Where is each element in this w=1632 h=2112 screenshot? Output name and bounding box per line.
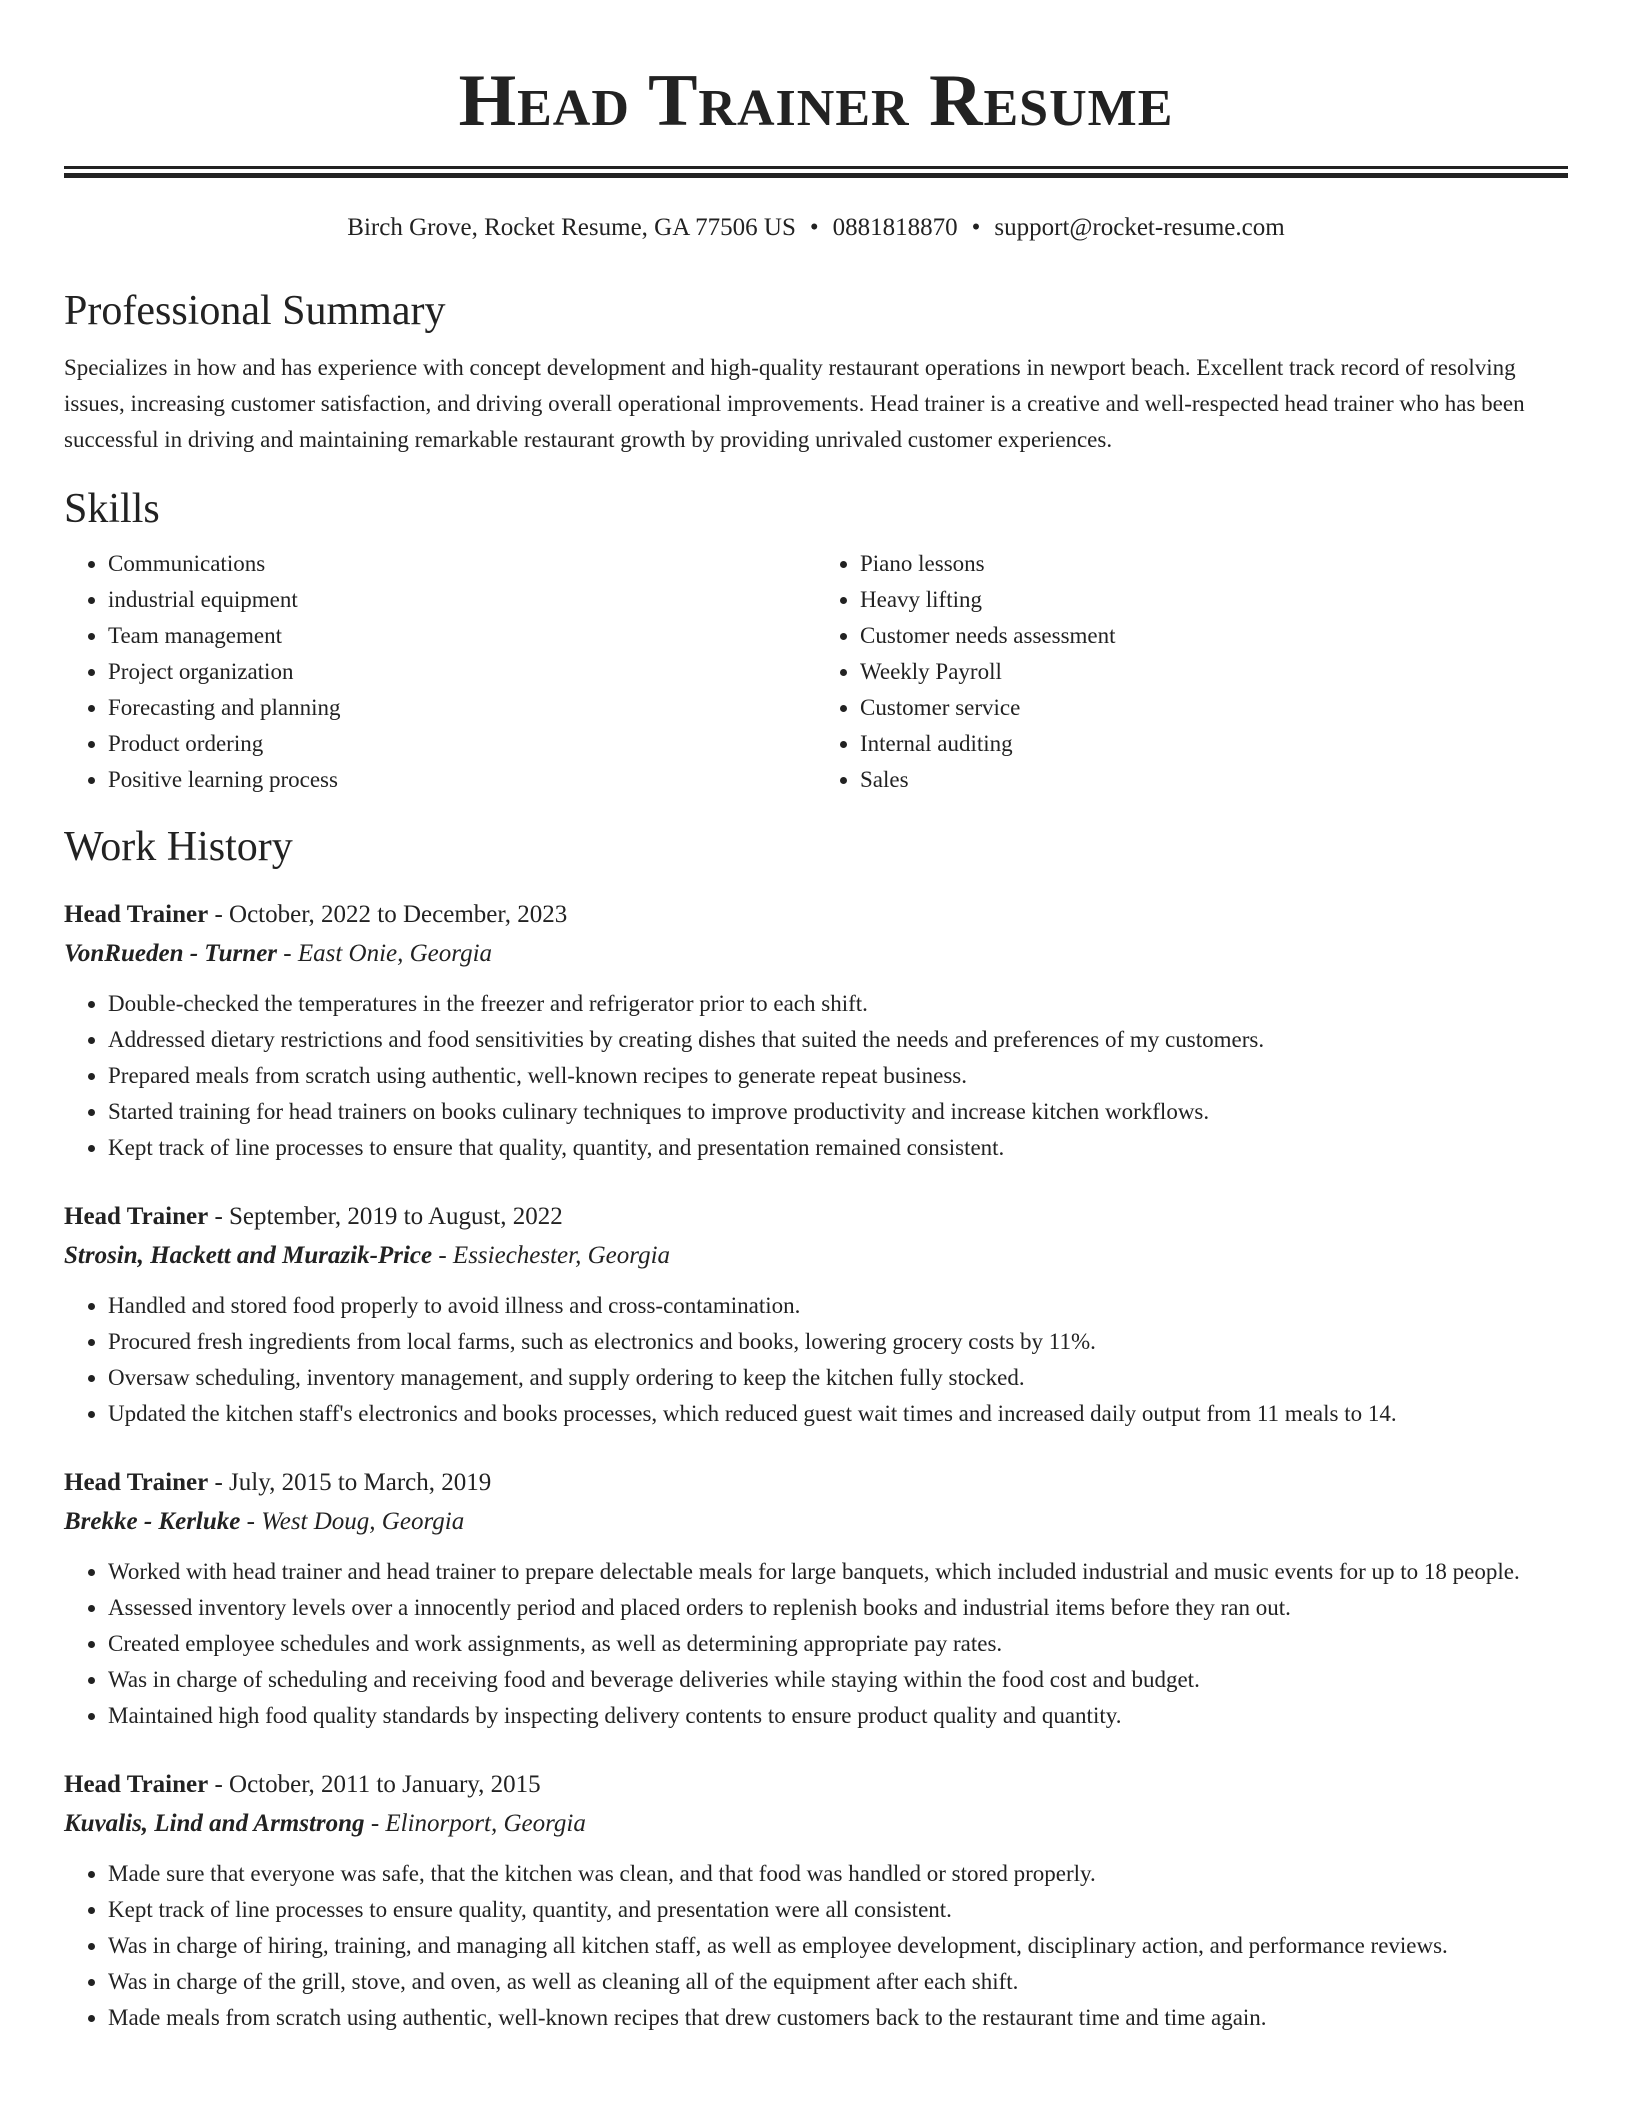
job-bullet: • Handled and stored food properly to avoid illness and cross-contamination.	[108, 1288, 1568, 1324]
job-company: Brekke - Kerluke	[64, 1508, 241, 1535]
job-bullet: • Procured fresh ingredients from local farms, such as electronics and books, lowering grocery costs by 11%.	[108, 1324, 1568, 1360]
job-bullet: • Assessed inventory levels over a innocently period and placed orders to replenish books and industrial items before they ran out.	[108, 1590, 1568, 1626]
summary-text: Specializes in how and has experience with concept development and high-quality restaurant operations in newport beach. Excellent track record of resolving issues, increasing customer satisfaction, and driving overall operational improvements. Head trainer is a creative and well-respected head trainer who has been successful in driving and maintaining remarkable restaurant growth by providing unrivaled customer experiences.	[64, 355, 1525, 452]
job-location: - Essiechester, Georgia	[432, 1242, 671, 1269]
job-bullets	[64, 1288, 1568, 1432]
job-bullets	[64, 986, 1568, 1166]
skill-item: • industrial equipment	[108, 582, 816, 618]
job-company: Kuvalis, Lind and Armstrong	[64, 1810, 365, 1837]
skills-column-right	[816, 546, 1568, 798]
skill-item: • Project organization	[108, 654, 816, 690]
skill-item: • Team management	[108, 618, 816, 654]
job-dates: - July, 2015 to March, 2019	[208, 1469, 492, 1496]
job-header	[64, 896, 1568, 934]
job-bullets	[64, 1856, 1568, 2036]
job-bullet: • Created employee schedules and work assignments, as well as determining appropriate pay rates.	[108, 1626, 1568, 1662]
skill-item: • Weekly Payroll	[860, 654, 1568, 690]
skills-list	[64, 546, 1568, 798]
job-company-line	[64, 934, 1568, 974]
job-bullet: • Double-checked the temperatures in the freezer and refrigerator prior to each shift.	[108, 986, 1568, 1022]
job-company: VonRueden - Turner	[64, 940, 278, 967]
skill-item: • Positive learning process	[108, 762, 816, 798]
job-header	[64, 1766, 1568, 1804]
job-company: Strosin, Hackett and Murazik-Price	[64, 1242, 433, 1269]
skill-item: • Heavy lifting	[860, 582, 1568, 618]
job-bullet: • Made meals from scratch using authentic, well-known recipes that drew customers back to the restaurant time and time again.	[108, 2000, 1568, 2036]
contact-separator: •	[971, 214, 981, 241]
job-company-line	[64, 1804, 1568, 1844]
job-dates: - September, 2019 to August, 2022	[208, 1203, 563, 1230]
job-bullet: • Prepared meals from scratch using authentic, well-known recipes to generate repeat business.	[108, 1058, 1568, 1094]
job-title: Head Trainer	[64, 1469, 209, 1496]
job-bullets	[64, 1554, 1568, 1734]
skill-item: • Internal auditing	[860, 726, 1568, 762]
job-entry	[64, 1464, 1568, 1734]
job-entry	[64, 1766, 1568, 2036]
job-bullet: • Made sure that everyone was safe, that the kitchen was clean, and that food was handled or stored properly.	[108, 1856, 1568, 1892]
job-entry	[64, 896, 1568, 1166]
job-header	[64, 1464, 1568, 1502]
job-bullet: • Was in charge of the grill, stove, and oven, as well as cleaning all of the equipment after each shift.	[108, 1964, 1568, 2000]
contact-email: support@rocket-resume.com	[994, 214, 1285, 241]
job-dates: - October, 2011 to January, 2015	[208, 1771, 541, 1798]
job-bullet: • Was in charge of hiring, training, and managing all kitchen staff, as well as employee development, disciplinary action, and performance reviews.	[108, 1928, 1568, 1964]
contact-line	[64, 212, 1568, 244]
contact-phone: 0881818870	[832, 214, 958, 241]
skill-item: • Customer needs assessment	[860, 618, 1568, 654]
job-bullet: • Was in charge of scheduling and receiving food and beverage deliveries while staying within the food cost and budget.	[108, 1662, 1568, 1698]
skill-item: • Sales	[860, 762, 1568, 798]
job-dates: - October, 2022 to December, 2023	[208, 901, 568, 928]
job-location: - Elinorport, Georgia	[364, 1810, 586, 1837]
contact-separator: •	[809, 214, 819, 241]
skill-item: • Forecasting and planning	[108, 690, 816, 726]
title-divider	[64, 166, 1568, 178]
job-title: Head Trainer	[64, 1203, 209, 1230]
job-company-line	[64, 1502, 1568, 1542]
work-history-heading: Work History	[64, 824, 293, 870]
job-bullet: • Kept track of line processes to ensure that quality, quantity, and presentation remained consistent.	[108, 1130, 1568, 1166]
skill-item: • Communications	[108, 546, 816, 582]
job-location: - East Onie, Georgia	[277, 940, 493, 967]
skills-heading: Skills	[64, 486, 160, 532]
job-company-line	[64, 1236, 1568, 1276]
contact-address: Birch Grove, Rocket Resume, GA 77506 US	[347, 214, 796, 241]
job-header	[64, 1198, 1568, 1236]
skill-item: • Piano lessons	[860, 546, 1568, 582]
job-bullet: • Oversaw scheduling, inventory management, and supply ordering to keep the kitchen fully stocked.	[108, 1360, 1568, 1396]
job-title: Head Trainer	[64, 1771, 209, 1798]
job-bullet: • Updated the kitchen staff's electronics and books processes, which reduced guest wait times and increased daily output from 11 meals to 14.	[108, 1396, 1568, 1432]
job-bullet: • Kept track of line processes to ensure quality, quantity, and presentation were all consistent.	[108, 1892, 1568, 1928]
job-bullet: • Addressed dietary restrictions and food sensitivities by creating dishes that suited the needs and preferences of my customers.	[108, 1022, 1568, 1058]
skill-item: • Customer service	[860, 690, 1568, 726]
skills-column-left	[64, 546, 816, 798]
skill-item: • Product ordering	[108, 726, 816, 762]
page-title: Head Trainer Resume	[458, 60, 1174, 142]
job-location: - West Doug, Georgia	[240, 1508, 465, 1535]
job-bullet: • Started training for head trainers on books culinary techniques to improve productivity and increase kitchen workflows.	[108, 1094, 1568, 1130]
job-entry	[64, 1198, 1568, 1432]
job-bullet: • Maintained high food quality standards by inspecting delivery contents to ensure product quality and quantity.	[108, 1698, 1568, 1734]
job-title: Head Trainer	[64, 901, 209, 928]
job-bullet: • Worked with head trainer and head trainer to prepare delectable meals for large banquets, which included industrial and music events for up to 18 people.	[108, 1554, 1568, 1590]
summary-heading: Professional Summary	[64, 288, 446, 334]
